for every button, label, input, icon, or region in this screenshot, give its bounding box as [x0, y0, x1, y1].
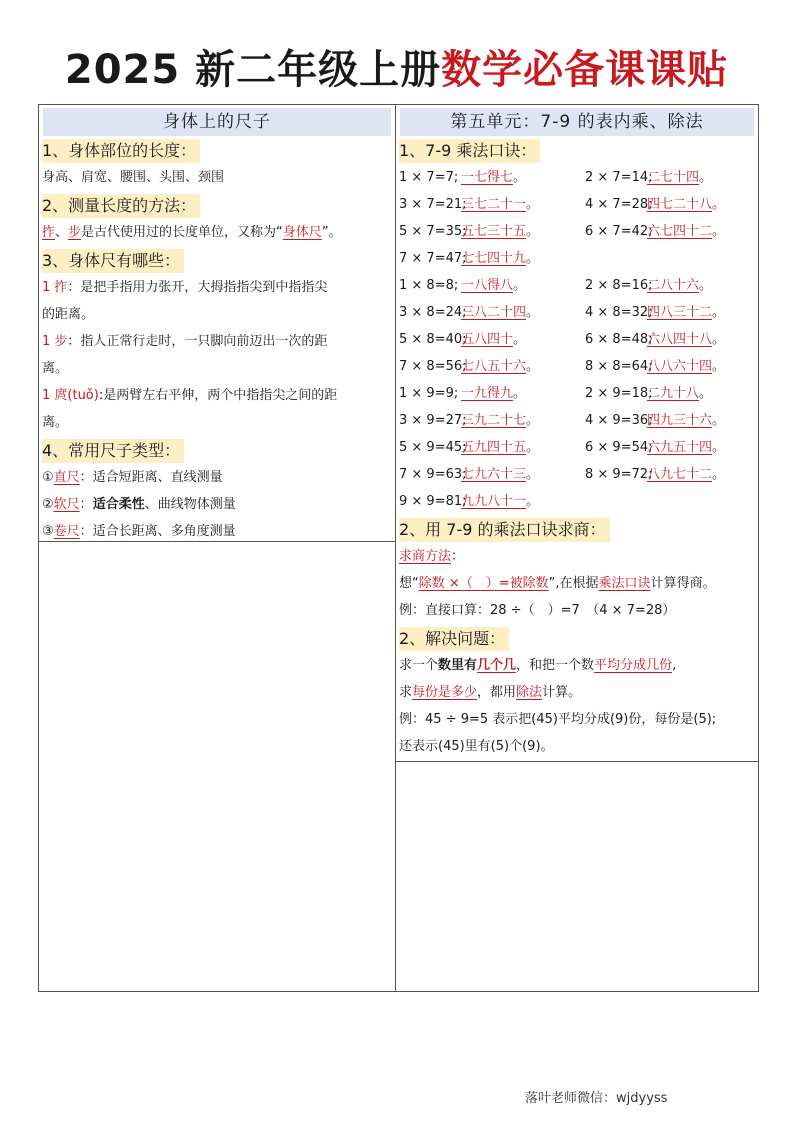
multiplication-fact: [585, 164, 712, 191]
equation: 3 × 9=27;: [399, 413, 467, 428]
ruler-type-item: ①直尺：适合短距离、直线测量: [42, 470, 223, 485]
rhyme-answer: 一九得九: [461, 386, 514, 401]
multiplication-fact: [399, 434, 585, 461]
equation: 4 × 8=32;: [585, 305, 653, 320]
multiplication-fact: [399, 164, 585, 191]
multiplication-row: [396, 488, 758, 515]
multiplication-fact: [585, 353, 725, 380]
punctuation: 。: [526, 440, 540, 455]
rhyme-answer: 八九七十二: [647, 467, 713, 482]
punctuation: 。: [712, 224, 726, 239]
multiplication-fact: [585, 326, 725, 353]
punctuation: 。: [712, 332, 726, 347]
equation: 6 × 7=42;: [585, 224, 653, 239]
section-ruler-types: 4、常用尺子类型：: [42, 439, 184, 463]
rhyme-answer: 六九五十四: [647, 440, 713, 455]
quotient-example: 例：直接口算：28 ÷（ ）=7 （4 × 7=28）: [399, 603, 676, 618]
punctuation: 。: [712, 197, 726, 212]
equation: 6 × 8=48;: [585, 332, 653, 347]
multiplication-fact: [399, 299, 585, 326]
title-main: 2025 新二年级上册: [64, 47, 442, 93]
rhyme-answer: 一八得八: [461, 278, 514, 293]
equation: 7 × 9=63;: [399, 467, 467, 482]
multiplication-fact: [399, 272, 585, 299]
multiplication-row: [396, 461, 758, 488]
multiplication-fact: [585, 461, 725, 488]
rhyme-answer: 六七四十二: [647, 224, 713, 239]
problem-solving-example-cont: 还表示(45)里有(5)个(9)。: [399, 739, 554, 754]
multiplication-row: [396, 434, 758, 461]
problem-solving-text: 求一个数里有几个几，和把一个数平均分成几份,: [399, 658, 677, 673]
rhyme-answer: 四八三十二: [647, 305, 713, 320]
punctuation: 。: [526, 494, 540, 509]
measure-method-text: 拃、步是古代使用过的长度单位，又称为“身体尺”。: [42, 225, 342, 240]
zha-definition-cont: 的距离。: [42, 307, 95, 322]
ruler-type-item: ③卷尺：适合长距离、多角度测量: [42, 524, 236, 539]
multiplication-row: [396, 245, 758, 272]
multiplication-table: [396, 164, 758, 515]
multiplication-fact: [585, 299, 725, 326]
punctuation: 。: [513, 332, 527, 347]
equation: 2 × 9=18;: [585, 386, 653, 401]
punctuation: 。: [526, 305, 540, 320]
rhyme-answer: 三八二十四: [461, 305, 527, 320]
multiplication-fact: [399, 353, 585, 380]
section-quotient: 2、用 7-9 的乘法口诀求商：: [399, 518, 610, 542]
rhyme-answer: 八八六十四: [647, 359, 713, 374]
multiplication-fact: [585, 191, 725, 218]
multiplication-fact: [399, 245, 585, 272]
equation: 3 × 7=21;: [399, 197, 467, 212]
bu-definition: 1 步：指人正常行走时，一只脚向前迈出一次的距: [42, 334, 328, 349]
punctuation: 。: [526, 359, 540, 374]
equation: 4 × 9=36;: [585, 413, 653, 428]
multiplication-row: [396, 164, 758, 191]
rhyme-answer: 七九六十三: [461, 467, 527, 482]
zha-definition: 1 拃：是把手指用力张开，大拇指指尖到中指指尖: [42, 280, 328, 295]
multiplication-row: [396, 407, 758, 434]
equation: 2 × 8=16;: [585, 278, 653, 293]
multiplication-fact: [585, 272, 712, 299]
tuo-definition-cont: 离。: [42, 415, 69, 430]
punctuation: 。: [699, 170, 713, 185]
multiplication-row: [396, 272, 758, 299]
multiplication-row: [396, 218, 758, 245]
right-section-rule: [396, 761, 758, 762]
equation: 3 × 8=24;: [399, 305, 467, 320]
punctuation: 。: [712, 413, 726, 428]
left-column: [39, 105, 395, 545]
ruler-type-item: ②软尺：适合柔性、曲线物体测量: [42, 497, 236, 512]
left-header: 身体上的尺子: [43, 108, 391, 136]
equation: 5 × 7=35;: [399, 224, 467, 239]
punctuation: 。: [699, 386, 713, 401]
right-header: 第五单元：7-9 的表内乘、除法: [400, 108, 754, 136]
section-problem-solving: 2、解决问题：: [399, 627, 509, 651]
section-body-length: 1、身体部位的长度：: [42, 139, 200, 163]
punctuation: 。: [712, 440, 726, 455]
rhyme-answer: 四七二十八: [647, 197, 713, 212]
tuo-definition: 1 庹(tuǒ):是两臂左右平伸，两个中指指尖之间的距: [42, 388, 338, 403]
multiplication-fact: [399, 488, 585, 515]
equation: 4 × 7=28;: [585, 197, 653, 212]
punctuation: 。: [526, 197, 540, 212]
punctuation: 。: [526, 224, 540, 239]
page-title: [0, 38, 793, 95]
equation: 5 × 8=40;: [399, 332, 467, 347]
rhyme-answer: 七八五十六: [461, 359, 527, 374]
rhyme-answer: 一七得七: [461, 170, 514, 185]
equation: 8 × 8=64;: [585, 359, 653, 374]
equation: 2 × 7=14;: [585, 170, 653, 185]
quotient-method-text: 想“除数 ×（ ）=被除数”,在根据乘法口诀计算得商。: [399, 576, 716, 591]
multiplication-row: [396, 353, 758, 380]
multiplication-fact: [399, 191, 585, 218]
multiplication-row: [396, 191, 758, 218]
right-column: [396, 105, 758, 760]
rhyme-answer: 二八十六: [647, 278, 700, 293]
punctuation: 。: [526, 251, 540, 266]
problem-solving-example: 例：45 ÷ 9=5 表示把(45)平均分成(9)份，每份是(5);: [399, 712, 717, 727]
rhyme-answer: 六八四十八: [647, 332, 713, 347]
punctuation: 。: [712, 359, 726, 374]
multiplication-fact: [399, 461, 585, 488]
punctuation: 。: [712, 305, 726, 320]
rhyme-answer: 二九十八: [647, 386, 700, 401]
punctuation: 。: [712, 467, 726, 482]
punctuation: 。: [699, 278, 713, 293]
punctuation: 。: [526, 467, 540, 482]
equation: 9 × 9=81;: [399, 494, 467, 509]
multiplication-fact: [399, 407, 585, 434]
equation: 1 × 9=9;: [399, 386, 459, 401]
quotient-method-label: 求商方法：: [399, 549, 465, 564]
multiplication-row: [396, 380, 758, 407]
content-frame: [38, 104, 759, 992]
rhyme-answer: 二七十四: [647, 170, 700, 185]
multiplication-fact: [399, 380, 585, 407]
rhyme-answer: 三七二十一: [461, 197, 527, 212]
body-parts-text: 身高、肩宽、腰围、头围、颈围: [42, 170, 225, 185]
punctuation: 。: [513, 386, 527, 401]
section-body-rulers: 3、身体尺有哪些：: [42, 249, 184, 273]
rhyme-answer: 五八四十: [461, 332, 514, 347]
rhyme-answer: 九九八十一: [461, 494, 527, 509]
equation: 6 × 9=54;: [585, 440, 653, 455]
equation: 1 × 7=7;: [399, 170, 459, 185]
footer-contact: 落叶老师微信：wjdyyss: [525, 1091, 668, 1106]
equation: 7 × 7=47;: [399, 251, 467, 266]
section-multiplication-rhymes: 1、7-9 乘法口诀：: [399, 139, 540, 163]
punctuation: 。: [513, 278, 527, 293]
equation: 8 × 9=72;: [585, 467, 653, 482]
rhyme-answer: 七七四十九: [461, 251, 527, 266]
multiplication-fact: [399, 218, 585, 245]
multiplication-row: [396, 326, 758, 353]
punctuation: 。: [513, 170, 527, 185]
multiplication-fact: [399, 326, 585, 353]
rhyme-answer: 三九二十七: [461, 413, 527, 428]
rhyme-answer: 四九三十六: [647, 413, 713, 428]
equation: 1 × 8=8;: [399, 278, 459, 293]
problem-solving-text-cont: 求每份是多少，都用除法计算。: [399, 685, 582, 700]
title-highlight: 数学必备课课贴: [441, 47, 729, 93]
rhyme-answer: 五九四十五: [461, 440, 527, 455]
punctuation: 。: [526, 413, 540, 428]
multiplication-fact: [585, 407, 725, 434]
rhyme-answer: 五七三十五: [461, 224, 527, 239]
multiplication-row: [396, 299, 758, 326]
multiplication-fact: [585, 218, 725, 245]
equation: 5 × 9=45;: [399, 440, 467, 455]
equation: 7 × 8=56;: [399, 359, 467, 374]
multiplication-fact: [585, 380, 712, 407]
multiplication-fact: [585, 434, 725, 461]
bu-definition-cont: 离。: [42, 361, 69, 376]
section-measure-method: 2、测量长度的方法：: [42, 194, 200, 218]
